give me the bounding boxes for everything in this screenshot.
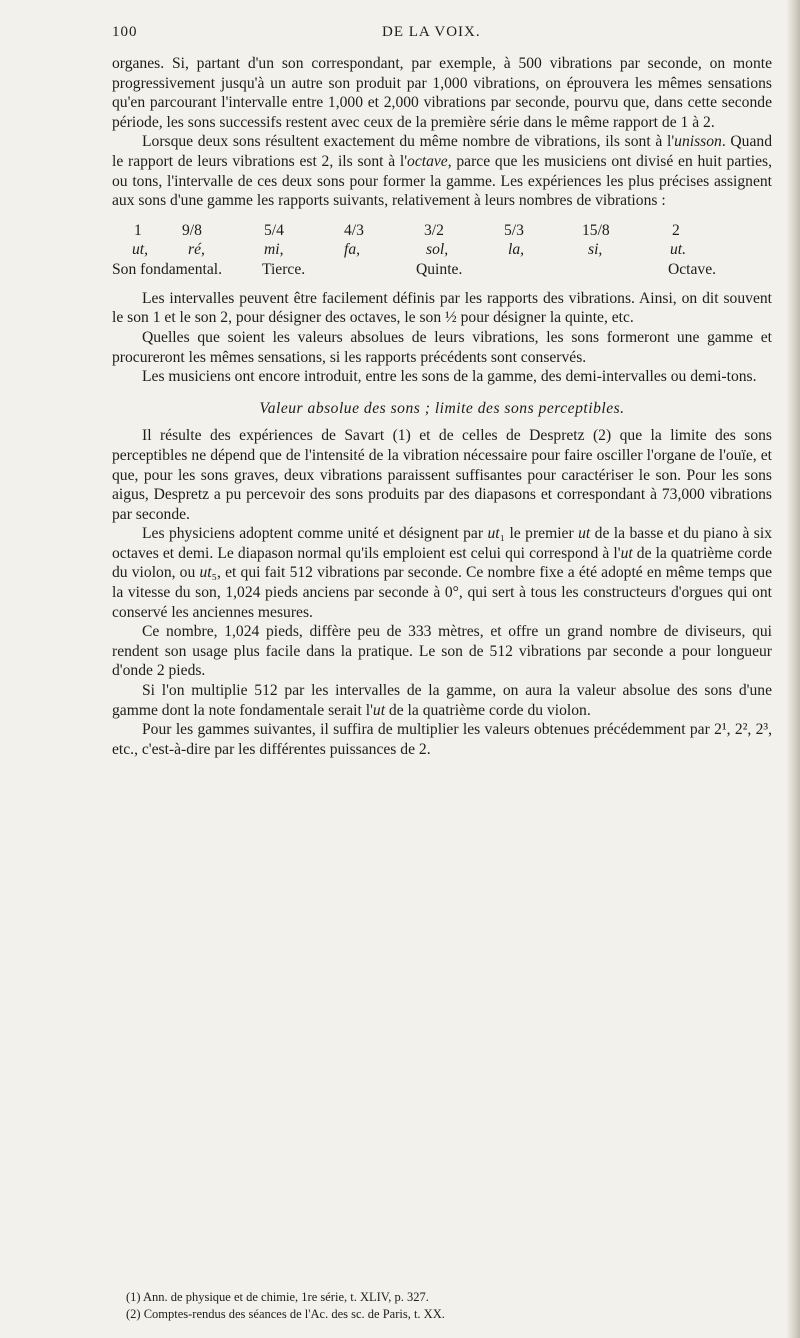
- text-run: ₅, et qui fait 512 vibrations par seconde. Ce nombre fixe a été adopté en même temps que la vitesse du son, 1,024 pieds anciens par seconde à 0°, qui sert à tous les constructeurs d'orgues qui ont conservé les anciennes mesures.: [112, 564, 772, 621]
- note-names-row: [112, 240, 772, 260]
- text-run: Si l'on multiplie 512 par les intervalles de la gamme, on aura la valeur absolue des sons d'une gamme dont la note fondamentale serait l': [112, 682, 772, 719]
- ratio-value: 15/8: [582, 221, 610, 239]
- ratio-value: 3/2: [424, 221, 444, 239]
- note-ut: ut: [372, 701, 386, 719]
- term-octave: octave: [407, 152, 448, 170]
- paragraph-5: Les musiciens ont encore introduit, entre les sons de la gamme, des demi-intervalles ou demi-tons.: [142, 368, 757, 386]
- page-edge: [786, 0, 800, 1338]
- page-number: 100: [112, 24, 138, 40]
- interval-label: Tierce.: [262, 260, 306, 278]
- footnotes: [126, 1289, 776, 1323]
- paragraph-2: [112, 132, 772, 210]
- paragraph-8: Ce nombre, 1,024 pieds, diffère peu de 333 mètres, et offre un grand nombre de diviseurs, qui rendent son usage plus facile dans la pratique. Le son de 512 vibrations par seconde a pour longueur d'onde 2 pieds.: [112, 623, 772, 680]
- note-name: la,: [508, 241, 525, 259]
- note-ut: ut: [199, 564, 212, 582]
- paragraph-10: Pour les gammes suivantes, il suffira de multiplier les valeurs obtenues précédemment par 2¹, 2², 2³, etc., c'est-à-dire par les différentes puissances de 2.: [112, 721, 772, 758]
- running-title: DE LA VOIX.: [382, 24, 481, 40]
- text-run: de la quatrième corde du violon, ou: [112, 544, 772, 582]
- note-ut: ut: [487, 525, 500, 543]
- note-name: si,: [588, 241, 603, 259]
- footnote-1: (1) Ann. de physique et de chimie, 1re série, t. XLIV, p. 327.: [126, 1290, 429, 1304]
- text-run: Les physiciens adoptent comme unité et désignent par: [142, 525, 488, 543]
- section-title: Valeur absolue des sons ; limite des sons perceptibles.: [259, 399, 625, 417]
- paragraph-1: organes. Si, partant d'un son correspondant, par exemple, à 500 vibrations par seconde, on monte progressivement jusqu'à un autre son produit par 1,000 vibrations, on éprouvera les mêmes sensations qu'en parcourant l'intervalle entre 1,000 et 2,000 vibrations par seconde, pourvu que, dans cette seconde période, les sons successifs restent avec ceux de la première série dans le même rapport de 1 à 2.: [112, 55, 772, 131]
- note-name: fa,: [344, 241, 361, 259]
- note-name: ré,: [188, 241, 205, 259]
- term-unisson: unisson: [674, 133, 722, 151]
- text-run: de la quatrième corde du violon.: [385, 701, 591, 719]
- ratio-value: 1: [134, 221, 142, 239]
- interval-label: Quinte.: [416, 260, 463, 278]
- paragraph-6: Il résulte des expériences de Savart (1) et de celles de Despretz (2) que la limite des sons perceptibles ne dépend que de l'intensité de la vibration nécessaire pour faire osciller l'organe de l'ouïe, et que, pour les sons graves, deux vibrations paraissent suffisantes pour caractériser le son. Pour les sons aigus, Despretz a pu percevoir des sons produits par des diapasons et correspondant à 73,000 vibrations par seconde.: [112, 427, 772, 523]
- note-name: ut.: [670, 241, 687, 259]
- text-run: ₁ le premier: [499, 525, 579, 543]
- ratio-value: 2: [672, 221, 680, 239]
- paragraph-4: Quelles que soient les valeurs absolues de leurs vibrations, les sons formeront une gamme et procureront les mêmes sensations, si les rapports précédents sont conservés.: [112, 328, 772, 366]
- paragraph-9: [112, 681, 772, 720]
- ratio-value: 5/3: [504, 221, 524, 239]
- ratio-value: 4/3: [344, 221, 364, 239]
- text-run: de la basse et du piano à six octaves et demi. Le diapason normal qu'ils emploient est celui qui correspond à l': [112, 525, 772, 562]
- ratio-value: 9/8: [182, 221, 202, 239]
- note-ut: ut: [578, 525, 591, 543]
- body-text: [112, 54, 772, 759]
- ratio-value: 5/4: [264, 221, 284, 239]
- ratio-table: [112, 221, 772, 281]
- page-header: [112, 24, 760, 48]
- paragraph-3: Les intervalles peuvent être facilement définis par les rapports des vibrations. Ainsi, on dit souvent le son 1 et le son 2, pour désigner des octaves, le son ½ pour désigner la quinte, etc.: [112, 289, 772, 327]
- footnote-2: (2) Comptes-rendus des séances de l'Ac. des sc. de Paris, t. XX.: [126, 1307, 445, 1321]
- interval-labels-row: [112, 260, 772, 280]
- text-run: Lorsque deux sons résultent exactement du même nombre de vibrations, ils sont à l': [142, 133, 675, 151]
- paragraph-7: [112, 524, 772, 622]
- note-ut: ut: [620, 544, 633, 562]
- interval-label: Son fondamental.: [112, 260, 223, 278]
- text-run: , parce que les musiciens ont divisé en huit parties, ou tons, l'intervalle de ces deux sons pour former la gamme. Les expériences les plus précises assignent aux sons d'une gamme les rapports suivants, relativement à leurs nombres de vibrations :: [112, 152, 772, 210]
- ratio-values-row: [112, 221, 772, 241]
- interval-label: Octave.: [668, 260, 717, 278]
- note-name: mi,: [264, 241, 284, 259]
- note-name: ut,: [132, 241, 149, 259]
- note-name: sol,: [426, 241, 449, 259]
- text-run: . Quand le rapport de leurs vibrations est 2, ils sont à l': [112, 133, 772, 170]
